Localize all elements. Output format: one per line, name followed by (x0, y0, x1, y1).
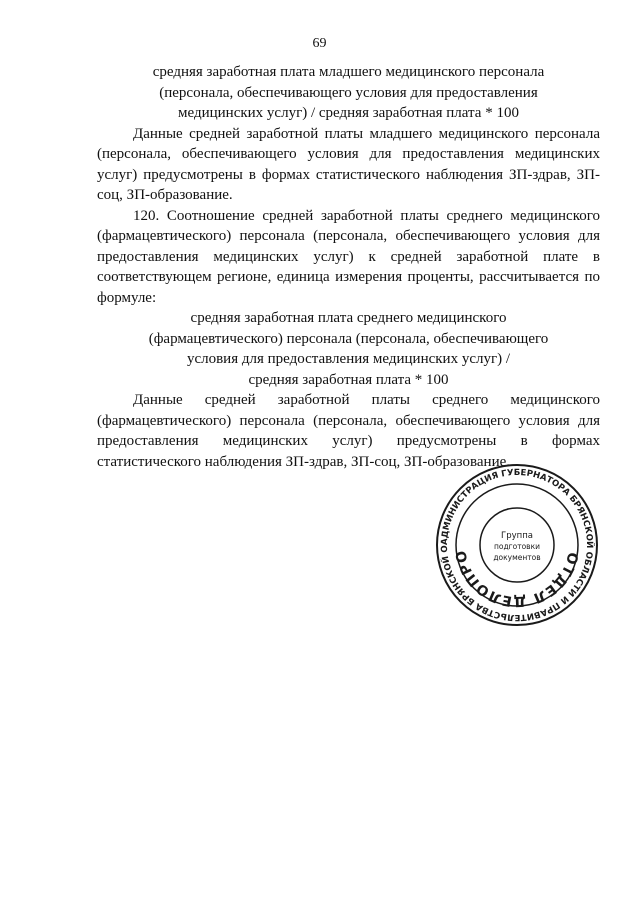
stamp-center-line: подготовки (494, 542, 540, 551)
formula-line: средняя заработная плата среднего медицинского (190, 310, 507, 326)
stamp-center-line: документов (493, 553, 541, 562)
paragraph-junior-data-source: Данные средней заработной платы младшего медицинского персонала (персонала, обеспечивающего условия для предоставления медицинских услуг) предусмотрены в формах статистического наблюдения ЗП-здрав, ЗП-соц, ЗП-образование. (97, 125, 600, 203)
paragraph-120: 120. Соотношение средней заработной платы среднего медицинского (фармацевтического) персонала (персонала, обеспечивающего условия для предоставления медицинских услуг) к средней заработной плате в соответствующем регионе, единица измерения проценты, рассчитывается по формуле: (97, 207, 600, 306)
stamp-center-line: Группа (501, 531, 533, 541)
stamp-seal-icon (434, 462, 600, 628)
page-number: 69 (312, 36, 327, 51)
office-stamp (434, 462, 600, 628)
paragraph-middle-data-source: Данные средней заработной платы среднего медицинского (фармацевтического) персонала (персонала, обеспечивающего условия для предоставления медицинских услуг) предусмотрены в формах статистического наблюдения ЗП-здрав, ЗП-соц, ЗП-образование. (97, 392, 600, 470)
formula-line: (персонала, обеспечивающего условия для предоставления (159, 84, 538, 101)
document-body (97, 62, 600, 472)
formula-junior-staff (97, 62, 600, 124)
formula-line: средняя заработная плата * 100 (248, 371, 449, 388)
formula-middle-staff (97, 308, 600, 390)
formula-line: условия для предоставления медицинских услуг) / (186, 351, 511, 367)
formula-line: средняя заработная плата младшего медицинского персонала (152, 64, 545, 80)
formula-line: (фармацевтического) персонала (персонала, обеспечивающего (148, 330, 549, 347)
formula-line: медицинских услуг) / средняя заработная плата * 100 (178, 105, 519, 121)
stamp-ring-text: ОТДЕЛ ДЕЛОПРО (453, 548, 581, 610)
stamp-outer-text: АДМИНИСТРАЦИЯ ГУБЕРНАТОРА БРЯНСКОЙ ОБЛАСТИ И ПРАВИТЕЛЬСТВА БРЯНСКОЙ О (439, 467, 595, 623)
